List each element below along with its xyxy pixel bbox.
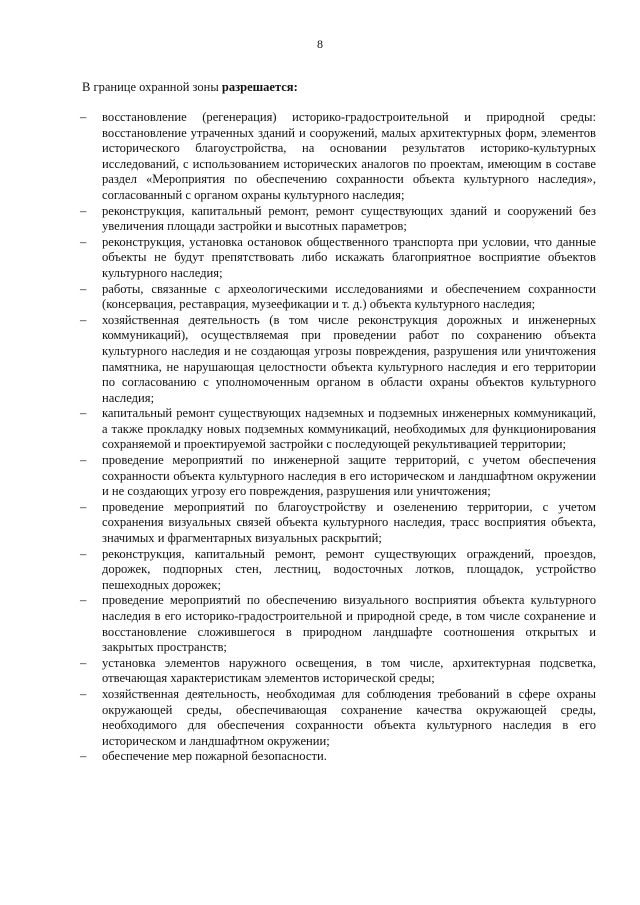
- dash-bullet: –: [80, 281, 87, 296]
- list-item-text: реконструкция, установка остановок общественного транспорта при условии, что данные объекты не будут препятствовать либо искажать благоприятное восприятие объектов культурного наследия;: [102, 234, 596, 280]
- permitted-activities-list: [80, 110, 596, 765]
- list-item: [80, 656, 596, 687]
- list-item-text: хозяйственная деятельность, необходимая для соблюдения требований в сфере охраны окружающей среды, обеспечивающая сохранение качества окружающей среды, необходимого для обеспечения сохранности объекта культурного наследия в его историческом и ландшафтном окружении;: [102, 686, 596, 748]
- list-item-text: капитальный ремонт существующих надземных и подземных инженерных коммуникаций, а также прокладку новых подземных коммуникаций, необходимых для функционирования сохраняемой и проектируемой застройки с последующей рекультивацией территории;: [102, 406, 596, 452]
- dash-bullet: –: [80, 499, 87, 514]
- list-item: [80, 453, 596, 500]
- list-item-text: работы, связанные с археологическими исследованиями и обеспечением сохранности (консервация, реставрация, музеефикации и т. д.) объекта культурного наследия;: [102, 281, 596, 312]
- intro-bold-text: разрешается:: [221, 80, 298, 94]
- list-item: [80, 110, 596, 204]
- list-item-text: проведение мероприятий по обеспечению визуального восприятия объекта культурного наследия в его историко-градостроительной и природной среде, в том числе сохранение и восстановление сложившегося в природном ландшафте соотношения открытых и закрытых пространств;: [102, 593, 596, 655]
- list-item: [80, 406, 596, 453]
- list-item: [80, 500, 596, 547]
- list-item: [80, 593, 596, 655]
- list-item-text: реконструкция, капитальный ремонт, ремонт существующих зданий и сооружений без увеличения площади застройки и высотных параметров;: [102, 203, 596, 234]
- list-item: [80, 204, 596, 235]
- dash-bullet: –: [80, 203, 87, 218]
- dash-bullet: –: [80, 312, 87, 327]
- list-item: [80, 313, 596, 407]
- list-item-text: проведение мероприятий по благоустройству и озеленению территории, с учетом сохранения визуальных связей объекта культурного наследия, трасс восприятия объекта, значимых и фрагментарных визуальных раскрытий;: [102, 499, 596, 546]
- dash-bullet: –: [80, 234, 87, 249]
- list-item: [80, 749, 596, 765]
- list-item-text: восстановление (регенерация) историко-градостроительной и природной среды: восстановление утраченных зданий и сооружений, малых архитектурных форм, элементов исторического благоустройства, на основании результатов историко-культурных исследований, с использованием исторических аналогов по проектам, имеющим в составе раздел «Мероприятия по обеспечению сохранности объекта культурного наследия», согласованный с органом охраны культурного наследия;: [102, 110, 596, 202]
- list-item: [80, 235, 596, 282]
- dash-bullet: –: [80, 546, 87, 561]
- list-item-text: проведение мероприятий по инженерной защите территорий, с учетом обеспечения сохранности объекта культурного наследия в его историческом и ландшафтном окружении и не создающих угрозу его повреждения, разрушения или уничтожения;: [102, 453, 596, 499]
- dash-bullet: –: [80, 593, 87, 608]
- list-item-text: реконструкция, капитальный ремонт, ремонт существующих ограждений, проездов, дорожек, подпорных стен, лестниц, водосточных лотков, площадок, устройство пешеходных дорожек;: [102, 546, 596, 592]
- list-item-text: обеспечение мер пожарной безопасности.: [102, 749, 327, 764]
- list-item-text: хозяйственная деятельность (в том числе реконструкция дорожных и инженерных коммуникаций), осуществляемая при проведении работ по сохранению объекта культурного наследия и не создающая угрозы повреждения, разрушения или уничтожения памятника, не нарушающая целостности объекта культурного наследия и его территории по согласованию с уполномоченным органом в области охраны объектов культурного наследия;: [102, 312, 596, 405]
- dash-bullet: –: [80, 686, 87, 701]
- dash-bullet: –: [80, 406, 87, 421]
- intro-heading: [82, 80, 298, 95]
- dash-bullet: –: [80, 110, 87, 124]
- dash-bullet: –: [80, 749, 87, 764]
- page-number: 8: [317, 37, 323, 51]
- list-item-text: установка элементов наружного освещения, в том числе, архитектурная подсветка, отвечающая характеристикам элементов исторической среды;: [102, 655, 596, 686]
- list-item: [80, 282, 596, 313]
- dash-bullet: –: [80, 655, 87, 670]
- intro-text: В границе охранной зоны: [82, 80, 222, 94]
- list-item: [80, 687, 596, 749]
- list-item: [80, 547, 596, 594]
- dash-bullet: –: [80, 453, 87, 468]
